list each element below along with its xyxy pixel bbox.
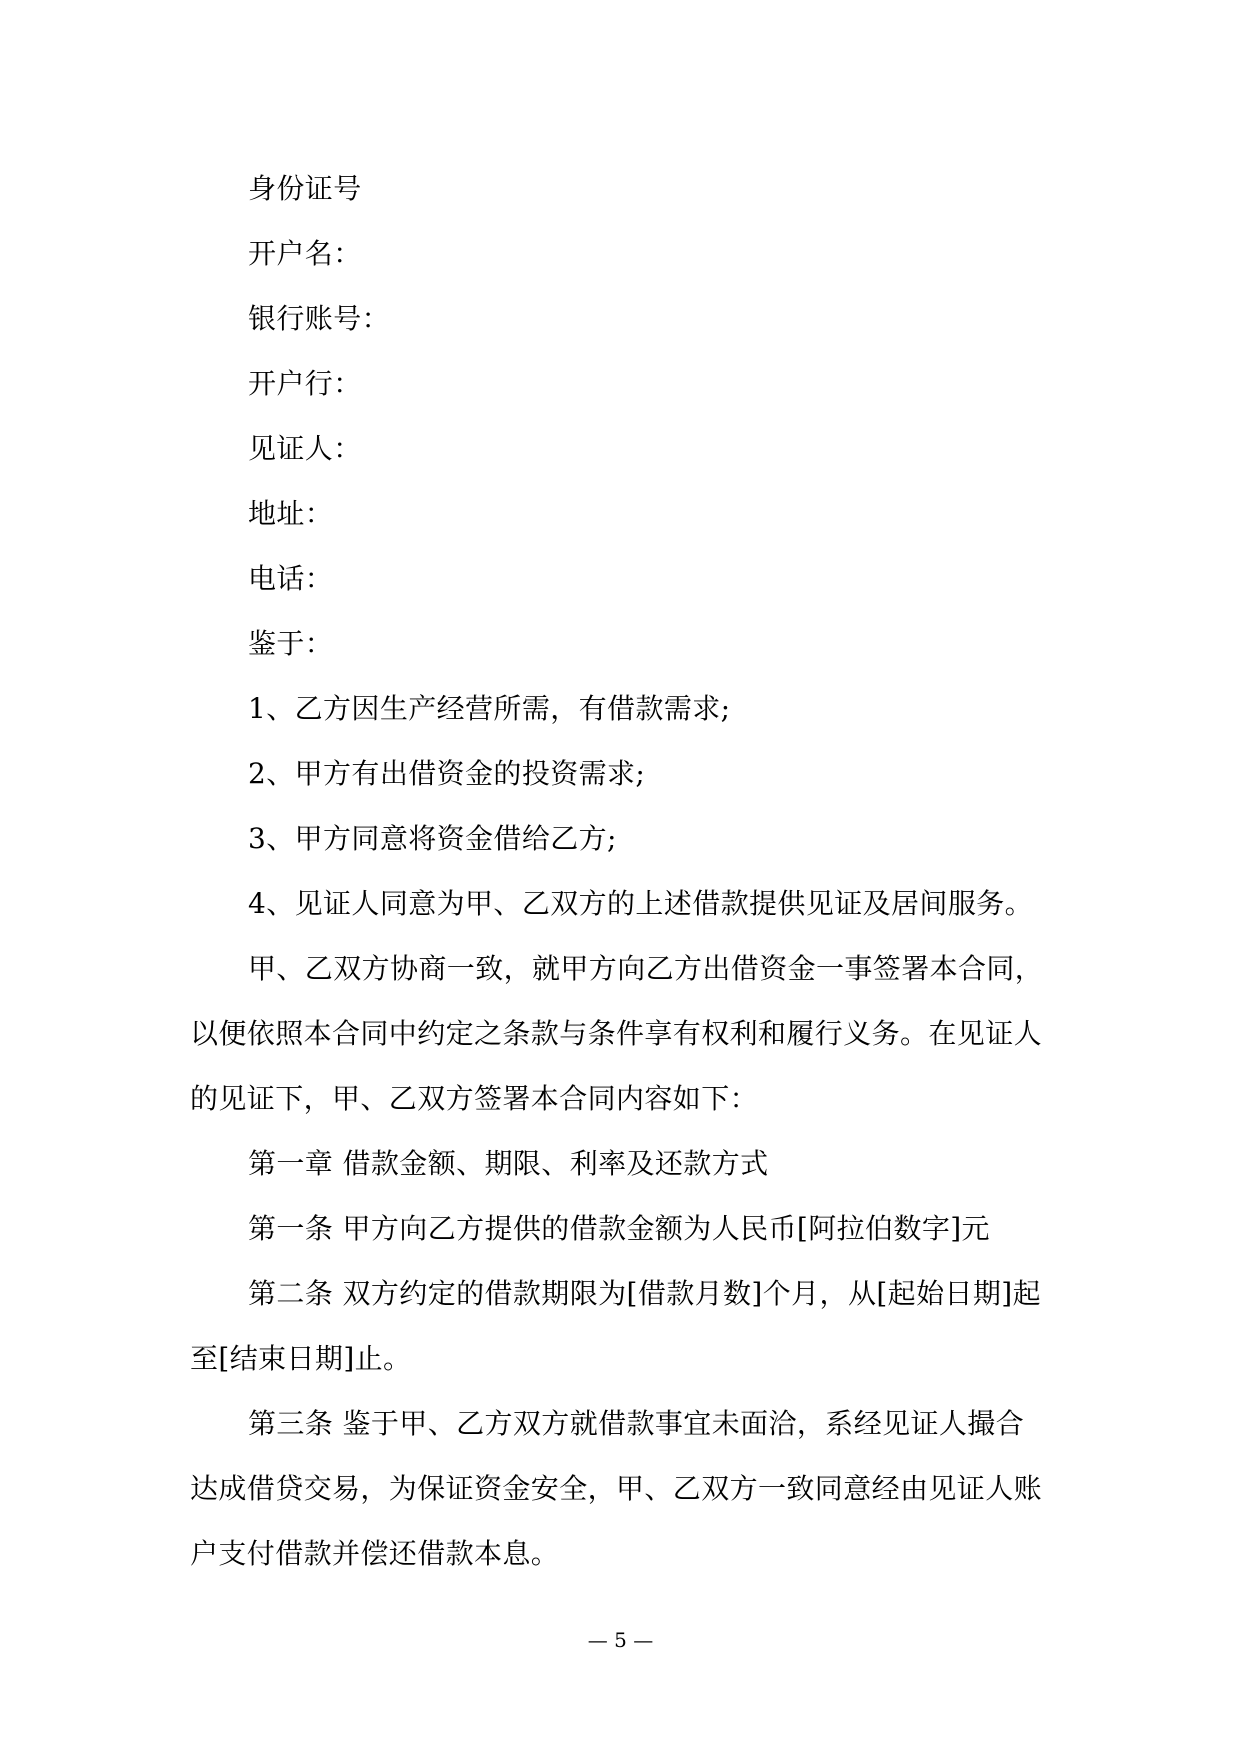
- address-label: 地址：: [248, 497, 334, 530]
- agreement-paragraph-line-1: 甲、乙双方协商一致，就甲方向乙方出借资金一事签署本合同，: [248, 952, 1044, 985]
- article-3-line-2: 达成借贷交易，为保证资金安全，甲、乙双方一致同意经由见证人账: [190, 1472, 1043, 1505]
- whereas-heading: 鉴于：: [248, 627, 334, 660]
- witness-label: 见证人：: [248, 432, 362, 465]
- whereas-item-2: 2、甲方有出借资金的投资需求;: [248, 757, 646, 790]
- whereas-item-3: 3、甲方同意将资金借给乙方;: [248, 822, 617, 855]
- page-number: — 5 —: [587, 1628, 654, 1652]
- article-3-line-3: 户支付借款并偿还借款本息。: [190, 1537, 560, 1570]
- chapter-1-heading: 第一章 借款金额、期限、利率及还款方式: [248, 1147, 769, 1180]
- account-name-label: 开户名：: [248, 237, 362, 270]
- id-number-label: 身份证号: [248, 172, 362, 205]
- bank-account-label: 银行账号：: [248, 302, 391, 335]
- article-1: 第一条 甲方向乙方提供的借款金额为人民币[阿拉伯数字]元: [248, 1212, 990, 1245]
- whereas-item-4: 4、见证人同意为甲、乙双方的上述借款提供见证及居间服务。: [248, 887, 1034, 920]
- phone-label: 电话：: [248, 562, 334, 595]
- article-2-line-2: 至[结束日期]止。: [190, 1342, 412, 1375]
- document-body: [190, 156, 1060, 1586]
- bank-branch-label: 开户行：: [248, 367, 362, 400]
- agreement-paragraph-line-3: 的见证下，甲、乙双方签署本合同内容如下：: [190, 1082, 759, 1115]
- article-2-line-1: 第二条 双方约定的借款期限为[借款月数]个月，从[起始日期]起: [248, 1277, 1041, 1310]
- article-3-line-1: 第三条 鉴于甲、乙方双方就借款事宜未面洽，系经见证人撮合: [248, 1407, 1025, 1440]
- agreement-paragraph-line-2: 以便依照本合同中约定之条款与条件享有权利和履行义务。在见证人: [190, 1017, 1043, 1050]
- whereas-item-1: 1、乙方因生产经营所需，有借款需求;: [248, 692, 731, 725]
